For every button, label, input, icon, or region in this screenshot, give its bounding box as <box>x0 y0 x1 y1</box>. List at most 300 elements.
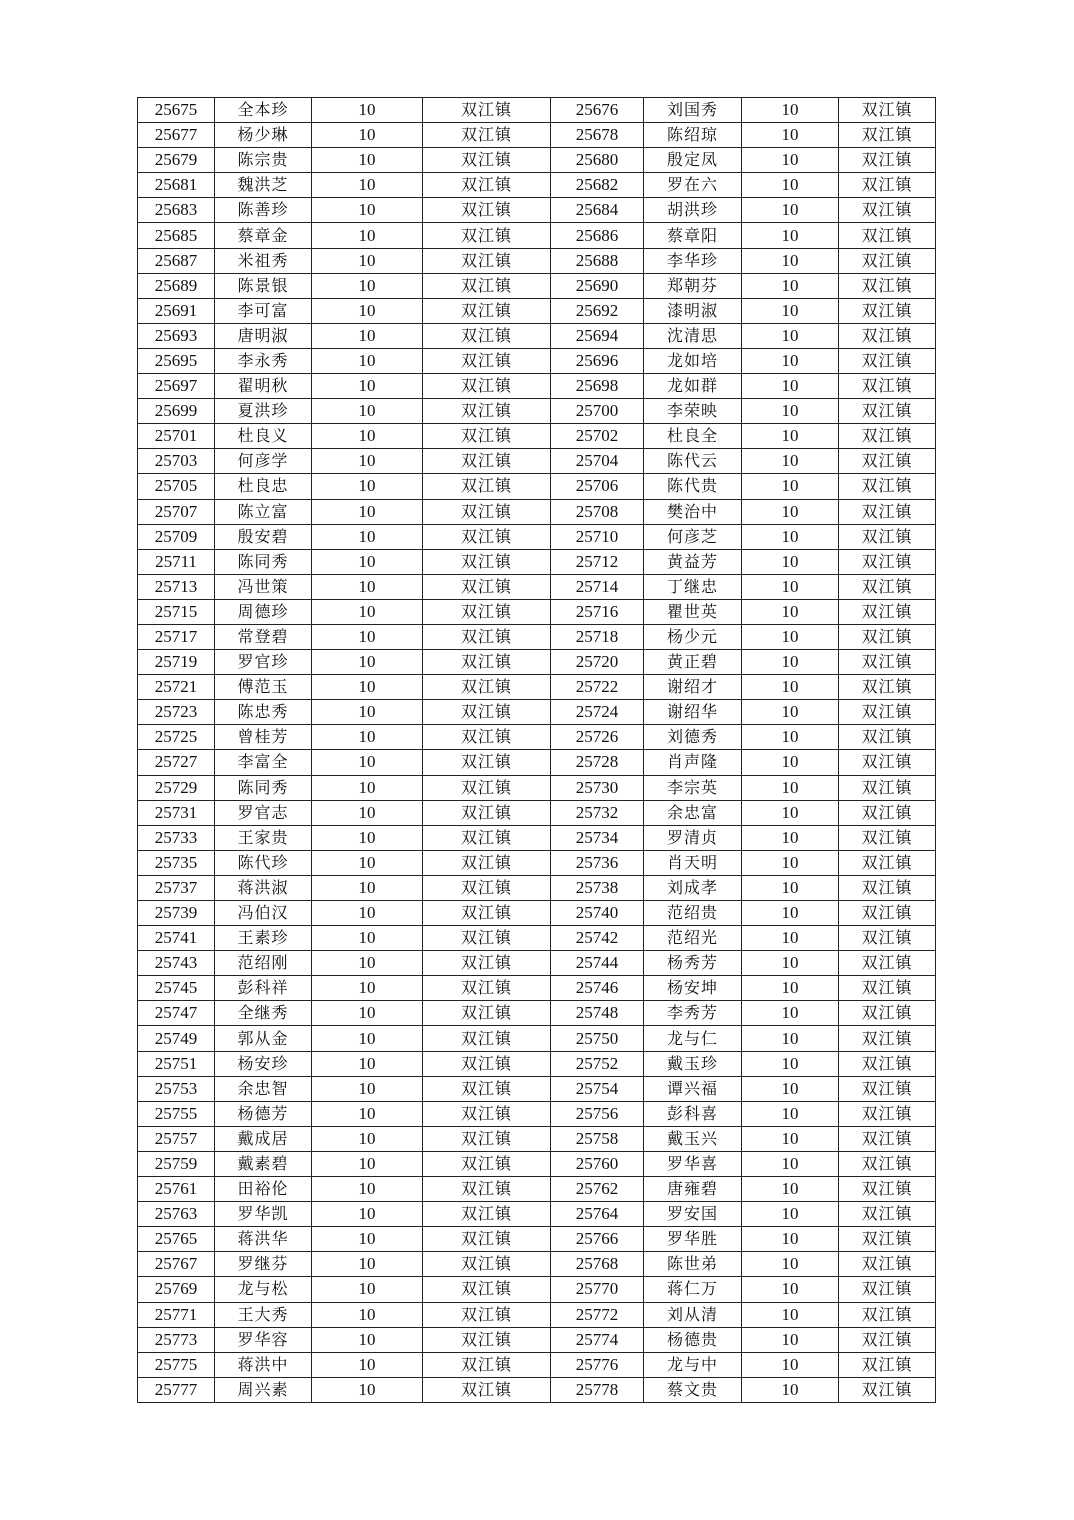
record-id-cell: 25694 <box>551 323 644 348</box>
amount-cell: 10 <box>742 1101 839 1126</box>
table-row <box>138 825 936 850</box>
amount-cell: 10 <box>742 348 839 373</box>
record-id-cell: 25761 <box>138 1177 215 1202</box>
town-name-cell: 双江镇 <box>839 1227 936 1252</box>
record-id-cell: 25710 <box>551 524 644 549</box>
table-row <box>138 775 936 800</box>
record-id-cell: 25701 <box>138 424 215 449</box>
record-id-cell: 25757 <box>138 1126 215 1151</box>
person-name-cell: 杜良忠 <box>215 474 312 499</box>
amount-cell: 10 <box>312 1327 423 1352</box>
record-id-cell: 25678 <box>551 123 644 148</box>
amount-cell: 10 <box>742 976 839 1001</box>
record-id-cell: 25698 <box>551 374 644 399</box>
table-row <box>138 1076 936 1101</box>
town-name-cell: 双江镇 <box>839 549 936 574</box>
town-name-cell: 双江镇 <box>839 348 936 373</box>
amount-cell: 10 <box>742 198 839 223</box>
person-name-cell: 胡洪珍 <box>644 198 742 223</box>
town-name-cell: 双江镇 <box>839 173 936 198</box>
record-id-cell: 25691 <box>138 298 215 323</box>
table-row <box>138 323 936 348</box>
town-name-cell: 双江镇 <box>423 1151 551 1176</box>
person-name-cell: 全继秀 <box>215 1001 312 1026</box>
town-name-cell: 双江镇 <box>423 424 551 449</box>
record-id-cell: 25762 <box>551 1177 644 1202</box>
person-name-cell: 罗清贞 <box>644 825 742 850</box>
amount-cell: 10 <box>742 574 839 599</box>
town-name-cell: 双江镇 <box>423 298 551 323</box>
town-name-cell: 双江镇 <box>423 223 551 248</box>
person-name-cell: 龙与仁 <box>644 1026 742 1051</box>
record-id-cell: 25777 <box>138 1377 215 1402</box>
town-name-cell: 双江镇 <box>423 850 551 875</box>
town-name-cell: 双江镇 <box>423 650 551 675</box>
amount-cell: 10 <box>742 875 839 900</box>
person-name-cell: 周德珍 <box>215 599 312 624</box>
table-row <box>138 499 936 524</box>
record-id-cell: 25716 <box>551 599 644 624</box>
amount-cell: 10 <box>742 298 839 323</box>
table-row <box>138 374 936 399</box>
record-id-cell: 25736 <box>551 850 644 875</box>
person-name-cell: 翟明秋 <box>215 374 312 399</box>
record-id-cell: 25699 <box>138 399 215 424</box>
record-id-cell: 25720 <box>551 650 644 675</box>
amount-cell: 10 <box>312 926 423 951</box>
person-name-cell: 罗官珍 <box>215 650 312 675</box>
record-id-cell: 25750 <box>551 1026 644 1051</box>
person-name-cell: 陈善珍 <box>215 198 312 223</box>
amount-cell: 10 <box>742 1377 839 1402</box>
town-name-cell: 双江镇 <box>423 1352 551 1377</box>
record-id-cell: 25717 <box>138 624 215 649</box>
table-row <box>138 725 936 750</box>
table-row <box>138 574 936 599</box>
person-name-cell: 龙与中 <box>644 1352 742 1377</box>
person-name-cell: 余忠智 <box>215 1076 312 1101</box>
town-name-cell: 双江镇 <box>839 148 936 173</box>
person-name-cell: 杜良全 <box>644 424 742 449</box>
record-id-cell: 25712 <box>551 549 644 574</box>
record-id-cell: 25760 <box>551 1151 644 1176</box>
town-name-cell: 双江镇 <box>423 248 551 273</box>
table-row <box>138 1151 936 1176</box>
town-name-cell: 双江镇 <box>423 624 551 649</box>
amount-cell: 10 <box>312 173 423 198</box>
person-name-cell: 罗华胜 <box>644 1227 742 1252</box>
town-name-cell: 双江镇 <box>839 825 936 850</box>
amount-cell: 10 <box>742 399 839 424</box>
person-name-cell: 余忠富 <box>644 800 742 825</box>
person-name-cell: 彭科喜 <box>644 1101 742 1126</box>
town-name-cell: 双江镇 <box>423 1076 551 1101</box>
record-id-cell: 25685 <box>138 223 215 248</box>
table-row <box>138 1227 936 1252</box>
record-id-cell: 25729 <box>138 775 215 800</box>
amount-cell: 10 <box>312 1076 423 1101</box>
amount-cell: 10 <box>312 951 423 976</box>
town-name-cell: 双江镇 <box>423 148 551 173</box>
table-row <box>138 474 936 499</box>
record-id-cell: 25764 <box>551 1202 644 1227</box>
town-name-cell: 双江镇 <box>423 750 551 775</box>
record-id-cell: 25709 <box>138 524 215 549</box>
record-id-cell: 25770 <box>551 1277 644 1302</box>
town-name-cell: 双江镇 <box>423 725 551 750</box>
person-name-cell: 肖天明 <box>644 850 742 875</box>
table-row <box>138 524 936 549</box>
town-name-cell: 双江镇 <box>423 675 551 700</box>
town-name-cell: 双江镇 <box>839 1327 936 1352</box>
town-name-cell: 双江镇 <box>839 449 936 474</box>
table-row <box>138 675 936 700</box>
amount-cell: 10 <box>742 1177 839 1202</box>
amount-cell: 10 <box>742 1076 839 1101</box>
person-name-cell: 漆明淑 <box>644 298 742 323</box>
amount-cell: 10 <box>742 1302 839 1327</box>
record-id-cell: 25756 <box>551 1101 644 1126</box>
record-id-cell: 25735 <box>138 850 215 875</box>
amount-cell: 10 <box>312 650 423 675</box>
person-name-cell: 周兴素 <box>215 1377 312 1402</box>
record-id-cell: 25700 <box>551 399 644 424</box>
amount-cell: 10 <box>742 1352 839 1377</box>
record-id-cell: 25748 <box>551 1001 644 1026</box>
amount-cell: 10 <box>742 1051 839 1076</box>
record-id-cell: 25688 <box>551 248 644 273</box>
town-name-cell: 双江镇 <box>839 574 936 599</box>
amount-cell: 10 <box>312 1252 423 1277</box>
person-name-cell: 杜良义 <box>215 424 312 449</box>
amount-cell: 10 <box>312 424 423 449</box>
record-id-cell: 25773 <box>138 1327 215 1352</box>
table-row <box>138 850 936 875</box>
town-name-cell: 双江镇 <box>423 1101 551 1126</box>
town-name-cell: 双江镇 <box>423 1126 551 1151</box>
record-id-cell: 25711 <box>138 549 215 574</box>
person-name-cell: 米祖秀 <box>215 248 312 273</box>
person-name-cell: 罗华容 <box>215 1327 312 1352</box>
record-id-cell: 25739 <box>138 901 215 926</box>
amount-cell: 10 <box>742 449 839 474</box>
person-name-cell: 唐明淑 <box>215 323 312 348</box>
record-id-cell: 25728 <box>551 750 644 775</box>
amount-cell: 10 <box>742 248 839 273</box>
town-name-cell: 双江镇 <box>423 399 551 424</box>
person-name-cell: 蒋洪中 <box>215 1352 312 1377</box>
amount-cell: 10 <box>742 173 839 198</box>
record-id-cell: 25772 <box>551 1302 644 1327</box>
town-name-cell: 双江镇 <box>423 273 551 298</box>
record-id-cell: 25745 <box>138 976 215 1001</box>
town-name-cell: 双江镇 <box>423 800 551 825</box>
person-name-cell: 谢绍华 <box>644 700 742 725</box>
amount-cell: 10 <box>312 599 423 624</box>
person-name-cell: 李可富 <box>215 298 312 323</box>
amount-cell: 10 <box>742 524 839 549</box>
record-id-cell: 25747 <box>138 1001 215 1026</box>
record-id-cell: 25769 <box>138 1277 215 1302</box>
town-name-cell: 双江镇 <box>423 323 551 348</box>
amount-cell: 10 <box>742 123 839 148</box>
person-name-cell: 杨秀芳 <box>644 951 742 976</box>
table-row <box>138 875 936 900</box>
amount-cell: 10 <box>312 248 423 273</box>
record-id-cell: 25708 <box>551 499 644 524</box>
town-name-cell: 双江镇 <box>423 599 551 624</box>
person-name-cell: 刘从清 <box>644 1302 742 1327</box>
person-name-cell: 刘德秀 <box>644 725 742 750</box>
town-name-cell: 双江镇 <box>423 549 551 574</box>
record-id-cell: 25751 <box>138 1051 215 1076</box>
person-name-cell: 杨安珍 <box>215 1051 312 1076</box>
town-name-cell: 双江镇 <box>839 951 936 976</box>
town-name-cell: 双江镇 <box>423 374 551 399</box>
town-name-cell: 双江镇 <box>839 1377 936 1402</box>
record-id-cell: 25731 <box>138 800 215 825</box>
amount-cell: 10 <box>742 1202 839 1227</box>
record-id-cell: 25776 <box>551 1352 644 1377</box>
person-name-cell: 王大秀 <box>215 1302 312 1327</box>
record-id-cell: 25767 <box>138 1252 215 1277</box>
town-name-cell: 双江镇 <box>839 850 936 875</box>
record-id-cell: 25778 <box>551 1377 644 1402</box>
record-id-cell: 25692 <box>551 298 644 323</box>
amount-cell: 10 <box>312 223 423 248</box>
table-row <box>138 273 936 298</box>
record-id-cell: 25746 <box>551 976 644 1001</box>
amount-cell: 10 <box>742 700 839 725</box>
town-name-cell: 双江镇 <box>423 1051 551 1076</box>
record-id-cell: 25718 <box>551 624 644 649</box>
record-id-cell: 25737 <box>138 875 215 900</box>
person-name-cell: 刘国秀 <box>644 98 742 123</box>
record-id-cell: 25697 <box>138 374 215 399</box>
amount-cell: 10 <box>312 1101 423 1126</box>
record-id-cell: 25706 <box>551 474 644 499</box>
record-id-cell: 25686 <box>551 223 644 248</box>
person-name-cell: 陈代贵 <box>644 474 742 499</box>
table-row <box>138 624 936 649</box>
amount-cell: 10 <box>312 1352 423 1377</box>
table-row <box>138 98 936 123</box>
table-row <box>138 549 936 574</box>
person-name-cell: 瞿世英 <box>644 599 742 624</box>
person-name-cell: 蔡章阳 <box>644 223 742 248</box>
record-id-cell: 25680 <box>551 148 644 173</box>
town-name-cell: 双江镇 <box>423 1227 551 1252</box>
record-id-cell: 25763 <box>138 1202 215 1227</box>
amount-cell: 10 <box>742 800 839 825</box>
person-name-cell: 李荣映 <box>644 399 742 424</box>
table-row <box>138 173 936 198</box>
table-row <box>138 976 936 1001</box>
record-id-cell: 25753 <box>138 1076 215 1101</box>
person-name-cell: 黄益芳 <box>644 549 742 574</box>
town-name-cell: 双江镇 <box>423 1202 551 1227</box>
town-name-cell: 双江镇 <box>839 775 936 800</box>
record-id-cell: 25690 <box>551 273 644 298</box>
person-name-cell: 杨少元 <box>644 624 742 649</box>
table-row <box>138 1252 936 1277</box>
table-row <box>138 123 936 148</box>
table-row <box>138 1302 936 1327</box>
table-row <box>138 1277 936 1302</box>
town-name-cell: 双江镇 <box>423 348 551 373</box>
town-name-cell: 双江镇 <box>423 499 551 524</box>
record-id-cell: 25730 <box>551 775 644 800</box>
town-name-cell: 双江镇 <box>839 1026 936 1051</box>
amount-cell: 10 <box>742 1252 839 1277</box>
person-name-cell: 戴成居 <box>215 1126 312 1151</box>
person-name-cell: 沈清思 <box>644 323 742 348</box>
amount-cell: 10 <box>312 1177 423 1202</box>
record-id-cell: 25743 <box>138 951 215 976</box>
amount-cell: 10 <box>312 449 423 474</box>
town-name-cell: 双江镇 <box>423 875 551 900</box>
amount-cell: 10 <box>742 926 839 951</box>
town-name-cell: 双江镇 <box>423 775 551 800</box>
amount-cell: 10 <box>312 123 423 148</box>
amount-cell: 10 <box>742 499 839 524</box>
person-name-cell: 陈世弟 <box>644 1252 742 1277</box>
town-name-cell: 双江镇 <box>839 298 936 323</box>
town-name-cell: 双江镇 <box>423 1252 551 1277</box>
record-id-cell: 25703 <box>138 449 215 474</box>
table-row <box>138 951 936 976</box>
record-id-cell: 25771 <box>138 1302 215 1327</box>
record-id-cell: 25719 <box>138 650 215 675</box>
amount-cell: 10 <box>742 549 839 574</box>
record-id-cell: 25704 <box>551 449 644 474</box>
table-row <box>138 700 936 725</box>
town-name-cell: 双江镇 <box>839 424 936 449</box>
person-name-cell: 黄正碧 <box>644 650 742 675</box>
record-id-cell: 25740 <box>551 901 644 926</box>
table-row <box>138 198 936 223</box>
record-id-cell: 25733 <box>138 825 215 850</box>
person-name-cell: 郭从金 <box>215 1026 312 1051</box>
record-id-cell: 25679 <box>138 148 215 173</box>
person-name-cell: 谢绍才 <box>644 675 742 700</box>
town-name-cell: 双江镇 <box>839 599 936 624</box>
table-row <box>138 148 936 173</box>
amount-cell: 10 <box>742 223 839 248</box>
person-name-cell: 范绍刚 <box>215 951 312 976</box>
record-id-cell: 25722 <box>551 675 644 700</box>
amount-cell: 10 <box>742 148 839 173</box>
record-id-cell: 25684 <box>551 198 644 223</box>
table-row <box>138 800 936 825</box>
town-name-cell: 双江镇 <box>839 1101 936 1126</box>
record-id-cell: 25705 <box>138 474 215 499</box>
town-name-cell: 双江镇 <box>423 173 551 198</box>
table-row <box>138 1327 936 1352</box>
record-id-cell: 25765 <box>138 1227 215 1252</box>
table-row <box>138 1377 936 1402</box>
record-id-cell: 25682 <box>551 173 644 198</box>
town-name-cell: 双江镇 <box>423 574 551 599</box>
person-name-cell: 戴玉兴 <box>644 1126 742 1151</box>
person-name-cell: 蒋洪淑 <box>215 875 312 900</box>
town-name-cell: 双江镇 <box>839 399 936 424</box>
town-name-cell: 双江镇 <box>423 524 551 549</box>
person-name-cell: 罗在六 <box>644 173 742 198</box>
town-name-cell: 双江镇 <box>423 1377 551 1402</box>
table-row <box>138 223 936 248</box>
table-row <box>138 599 936 624</box>
record-id-cell: 25689 <box>138 273 215 298</box>
town-name-cell: 双江镇 <box>839 901 936 926</box>
amount-cell: 10 <box>742 1227 839 1252</box>
amount-cell: 10 <box>742 825 839 850</box>
table-row <box>138 424 936 449</box>
table-row <box>138 1126 936 1151</box>
roster-table-body <box>138 98 936 1403</box>
town-name-cell: 双江镇 <box>839 1076 936 1101</box>
table-row <box>138 1202 936 1227</box>
record-id-cell: 25677 <box>138 123 215 148</box>
amount-cell: 10 <box>312 524 423 549</box>
amount-cell: 10 <box>742 599 839 624</box>
town-name-cell: 双江镇 <box>839 273 936 298</box>
person-name-cell: 冯伯汉 <box>215 901 312 926</box>
town-name-cell: 双江镇 <box>839 323 936 348</box>
amount-cell: 10 <box>312 574 423 599</box>
record-id-cell: 25725 <box>138 725 215 750</box>
amount-cell: 10 <box>312 298 423 323</box>
table-row <box>138 650 936 675</box>
amount-cell: 10 <box>312 399 423 424</box>
amount-cell: 10 <box>312 624 423 649</box>
record-id-cell: 25754 <box>551 1076 644 1101</box>
record-id-cell: 25681 <box>138 173 215 198</box>
person-name-cell: 王家贵 <box>215 825 312 850</box>
town-name-cell: 双江镇 <box>423 976 551 1001</box>
town-name-cell: 双江镇 <box>423 1026 551 1051</box>
amount-cell: 10 <box>312 499 423 524</box>
amount-cell: 10 <box>312 1051 423 1076</box>
amount-cell: 10 <box>312 198 423 223</box>
person-name-cell: 蔡章金 <box>215 223 312 248</box>
amount-cell: 10 <box>742 1151 839 1176</box>
amount-cell: 10 <box>742 98 839 123</box>
record-id-cell: 25713 <box>138 574 215 599</box>
record-id-cell: 25766 <box>551 1227 644 1252</box>
amount-cell: 10 <box>312 1026 423 1051</box>
town-name-cell: 双江镇 <box>423 951 551 976</box>
person-name-cell: 蔡文贵 <box>644 1377 742 1402</box>
person-name-cell: 彭科祥 <box>215 976 312 1001</box>
record-id-cell: 25675 <box>138 98 215 123</box>
person-name-cell: 杨德芳 <box>215 1101 312 1126</box>
person-name-cell: 樊治中 <box>644 499 742 524</box>
amount-cell: 10 <box>312 273 423 298</box>
town-name-cell: 双江镇 <box>839 650 936 675</box>
town-name-cell: 双江镇 <box>423 1327 551 1352</box>
record-id-cell: 25774 <box>551 1327 644 1352</box>
person-name-cell: 陈忠秀 <box>215 700 312 725</box>
amount-cell: 10 <box>312 1302 423 1327</box>
town-name-cell: 双江镇 <box>839 1352 936 1377</box>
table-row <box>138 298 936 323</box>
record-id-cell: 25726 <box>551 725 644 750</box>
town-name-cell: 双江镇 <box>839 976 936 1001</box>
amount-cell: 10 <box>312 549 423 574</box>
record-id-cell: 25775 <box>138 1352 215 1377</box>
amount-cell: 10 <box>312 976 423 1001</box>
